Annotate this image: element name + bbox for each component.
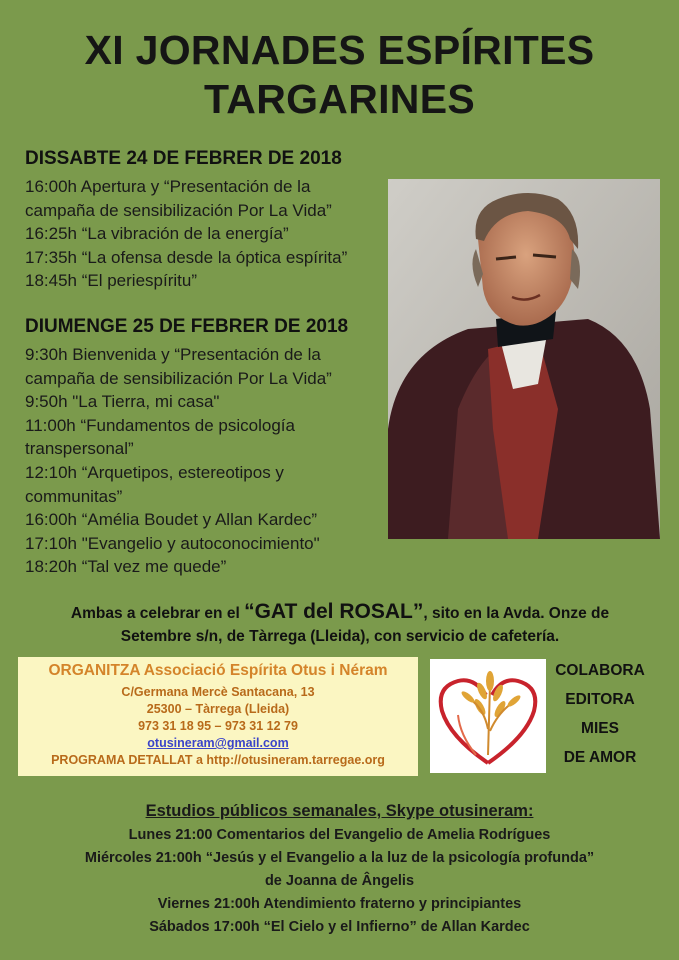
organizer-address: C/Germana Mercè Santacana, 13: [121, 685, 315, 699]
sunday-heading: DIUMENGE 25 DE FEBRER DE 2018: [25, 316, 349, 337]
organizer-phones: 973 31 18 95 – 973 31 12 79: [138, 719, 298, 733]
schedule-line: 18:20h “Tal vez me quede”: [25, 557, 227, 577]
schedule-line: 17:35h “La ofensa desde la óptica espírita”: [25, 247, 348, 267]
weekly-studies: [0, 798, 679, 939]
poster-title-line1: XI JORNADES ESPÍRITES: [84, 27, 595, 73]
venue-pre: Ambas a celebrar en el: [70, 605, 245, 622]
schedule-line: communitas”: [25, 486, 123, 506]
collaborator-line: DE AMOR: [563, 749, 637, 766]
schedule-line: 9:50h "La Tierra, mi casa": [25, 392, 220, 412]
organizer-heading: ORGANITZA Associació Espírita Otus i Néram: [48, 662, 388, 679]
organizer-email[interactable]: otusineram@gmail.com: [147, 736, 289, 750]
study-line: de Joanna de Ângelis: [264, 873, 415, 889]
schedule-line: campaña de sensibilización Por La Vida”: [25, 368, 332, 388]
saturday-heading: DISSABTE 24 DE FEBRER DE 2018: [25, 148, 342, 169]
organizer-city: 25300 – Tàrrega (Lleida): [146, 702, 290, 716]
venue-post: , sito en la Avda. Onze de: [423, 605, 610, 622]
schedule-line: transpersonal”: [25, 439, 134, 459]
sunday-schedule: [25, 343, 332, 579]
collaborator-block: [548, 656, 652, 772]
schedule-line: 17:10h "Evangelio y autoconocimiento": [25, 533, 320, 553]
organizer-box: [18, 657, 418, 776]
schedule-line: 16:00h “Amélia Boudet y Allan Kardec”: [25, 510, 318, 530]
venue-line1: [30, 600, 650, 624]
poster-title-line2: TARGARINES: [203, 76, 476, 122]
schedule-line: 9:30h Bienvenida y “Presentación de la: [25, 345, 321, 364]
schedule-line: 18:45h “El periespíritu”: [25, 271, 197, 291]
study-line: Viernes 21:00h Atendimiento fraterno y principiantes: [157, 896, 522, 912]
study-line: Sábados 17:00h “El Cielo y el Infierno” de Allan Kardec: [149, 919, 530, 935]
venue-line2: Setembre s/n, de Tàrrega (Lleida), con servicio de cafetería.: [120, 628, 560, 645]
schedule-line: 16:00h Apertura y “Presentación de la: [25, 177, 311, 196]
studies-heading: Estudios públicos semanales, Skype otusineram:: [145, 802, 534, 820]
heart-wheat-logo: [430, 659, 546, 773]
organizer-program-link[interactable]: PROGRAMA DETALLAT a http://otusineram.tarregae.org: [51, 753, 385, 767]
schedule-line: 12:10h “Arquetipos, estereotipos y: [25, 462, 284, 482]
portrait-photo: [388, 179, 660, 539]
study-line: Miércoles 21:00h “Jesús y el Evangelio a la luz de la psicología profunda”: [84, 850, 595, 866]
saturday-schedule: [25, 175, 347, 293]
schedule-line: 11:00h “Fundamentos de psicología: [25, 415, 295, 435]
collaborator-line: COLABORA: [555, 662, 645, 679]
collaborator-line: MIES: [581, 720, 619, 737]
schedule-line: campaña de sensibilización Por La Vida”: [25, 200, 332, 220]
venue-name: “GAT del ROSAL”: [244, 600, 424, 623]
study-line: Lunes 21:00 Comentarios del Evangelio de Amelia Rodrígues: [128, 827, 551, 843]
collaborator-line: EDITORA: [565, 691, 635, 708]
schedule-line: 16:25h “La vibración de la energía”: [25, 224, 289, 244]
